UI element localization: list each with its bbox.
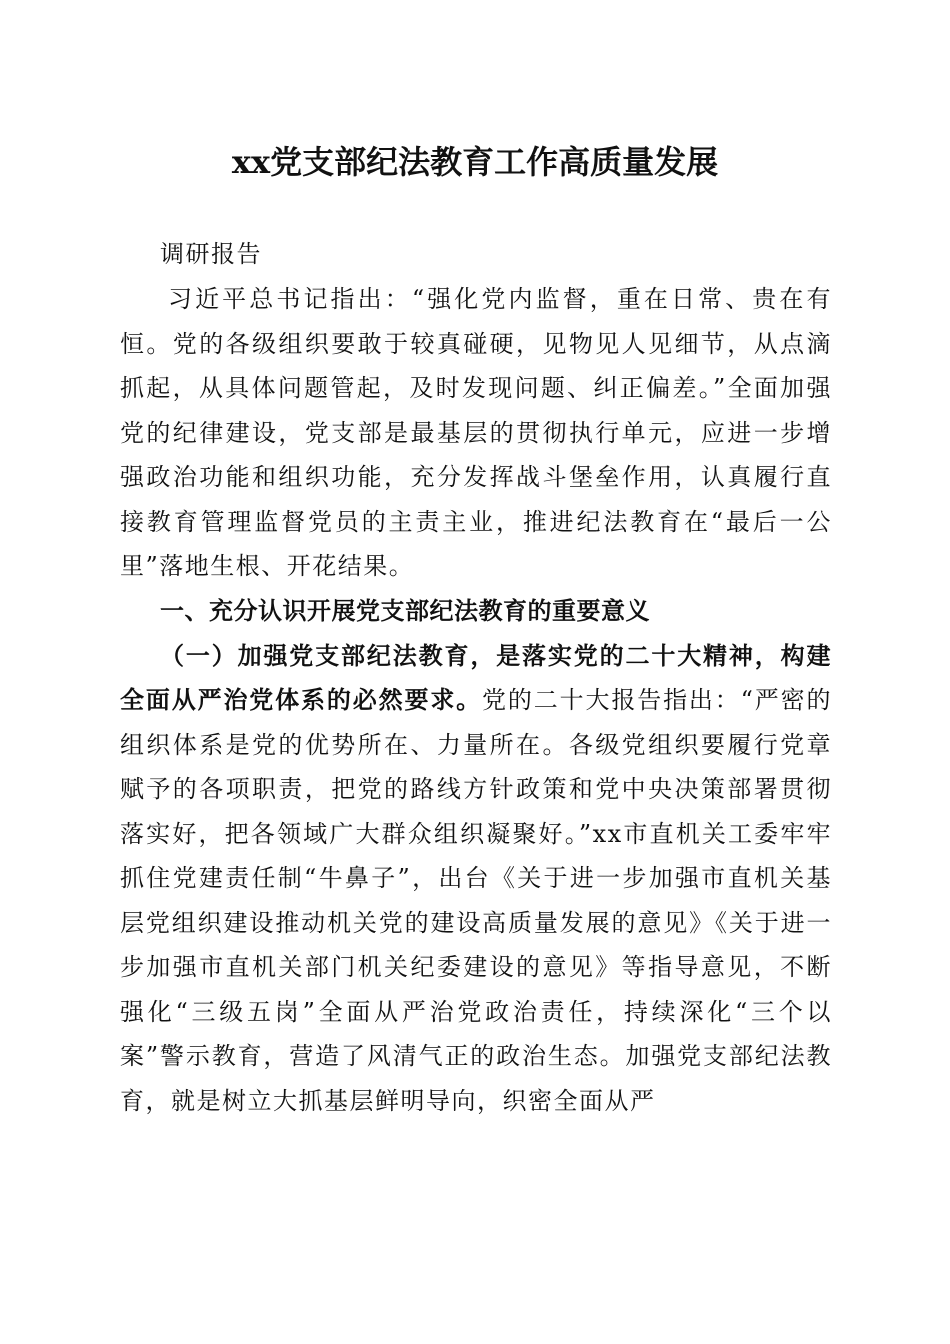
document-title: xx党支部纪法教育工作高质量发展 [231,143,719,181]
intro-paragraph: 习近平总书记指出：“强化党内监督，重在日常、贵在有恒。党的各级组织要敢于较真碰硬，见物见人见细节，从点滴抓起，从具体问题管起，及时发现问题、纠正偏差。”全面加强党的纪律建设，党支部是最基层的贯彻执行单元，应进一步增强政治功能和组织功能，充分发挥战斗堡垒作用，认真履行直接教育管理监督党员的主责主业，推进纪法教育在“最后一公里”落地生根、开花结果。 [120,285,832,580]
paragraph-body: 党的二十大报告指出：“严密的组织体系是党的优势所在、力量所在。各级党组织要履行党章赋予的各项职责，把党的路线方针政策和党中央决策部署贯彻落实好，把各领域广大群众组织凝聚好。”xx市直机关工委牢牢抓住党建责任制“牛鼻子”，出台《关于进一步加强市直机关基层党组织建设推动机关党的建设高质量发展的意见》《关于进一步加强市直机关部门机关纪委建设的意见》等指导意见，不断强化“三级五岗”全面从严治党政治责任，持续深化“三个以案”警示教育，营造了风清气正的政治生态。加强党支部纪法教育，就是树立大抓基层鲜明导向，织密全面从严 [120,686,832,1115]
paragraph-lead: （一）加强党支部纪法教育，是落实党的二十大精神，构建全面从严治党体系的必然要求。 [120,641,832,714]
intro-section [120,277,832,589]
section-one [120,589,832,1123]
document-subtitle: 调研报告 [160,240,262,268]
section-paragraph [120,634,832,1124]
section-heading: 一、充分认识开展党支部纪法教育的重要意义 [160,597,650,625]
